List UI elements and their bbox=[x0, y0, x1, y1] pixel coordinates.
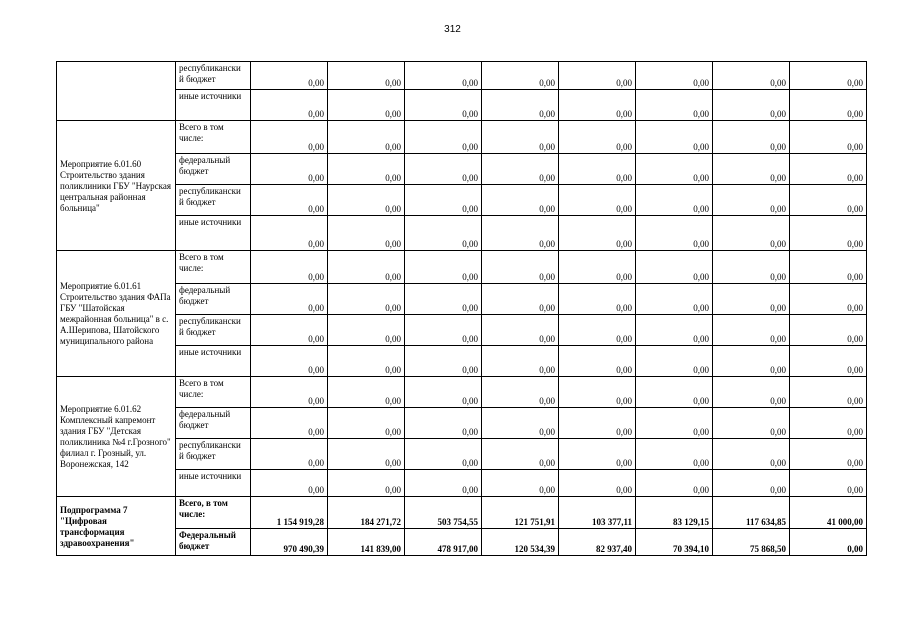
amount-cell: 0,00 bbox=[790, 408, 867, 439]
amount-cell: 0,00 bbox=[251, 251, 328, 284]
amount-cell: 0,00 bbox=[790, 251, 867, 284]
amount-cell: 0,00 bbox=[328, 216, 405, 251]
page-number: 312 bbox=[444, 24, 461, 35]
amount-cell: 0,00 bbox=[636, 185, 713, 216]
amount-cell: 0,00 bbox=[328, 90, 405, 121]
amount-cell: 0,00 bbox=[713, 154, 790, 185]
amount-cell: 0,00 bbox=[482, 377, 559, 408]
empty-name-cell bbox=[57, 62, 176, 121]
amount-cell: 0,00 bbox=[328, 185, 405, 216]
amount-cell: 0,00 bbox=[790, 216, 867, 251]
amount-cell: 0,00 bbox=[713, 185, 790, 216]
amount-cell: 0,00 bbox=[251, 90, 328, 121]
table-row bbox=[57, 439, 867, 470]
amount-cell: 0,00 bbox=[405, 408, 482, 439]
amount-cell: 141 839,00 bbox=[328, 529, 405, 556]
amount-cell: 1 154 919,28 bbox=[251, 497, 328, 529]
amount-cell: 0,00 bbox=[713, 408, 790, 439]
table-row bbox=[57, 315, 867, 346]
amount-cell: 0,00 bbox=[636, 90, 713, 121]
amount-cell: 0,00 bbox=[790, 346, 867, 377]
amount-cell: 0,00 bbox=[713, 251, 790, 284]
amount-cell: 117 634,85 bbox=[713, 497, 790, 529]
amount-cell: 0,00 bbox=[482, 346, 559, 377]
table-row bbox=[57, 284, 867, 315]
funding-source-cell: федеральный бюджет bbox=[176, 154, 251, 185]
amount-cell: 0,00 bbox=[482, 315, 559, 346]
table-row bbox=[57, 470, 867, 497]
amount-cell: 0,00 bbox=[328, 408, 405, 439]
amount-cell: 0,00 bbox=[251, 185, 328, 216]
amount-cell: 0,00 bbox=[405, 216, 482, 251]
table-row bbox=[57, 377, 867, 408]
amount-cell: 0,00 bbox=[405, 154, 482, 185]
amount-cell: 478 917,00 bbox=[405, 529, 482, 556]
amount-cell: 0,00 bbox=[482, 216, 559, 251]
amount-cell: 0,00 bbox=[559, 121, 636, 154]
amount-cell: 103 377,11 bbox=[559, 497, 636, 529]
amount-cell: 0,00 bbox=[559, 216, 636, 251]
amount-cell: 0,00 bbox=[713, 284, 790, 315]
amount-cell: 503 754,55 bbox=[405, 497, 482, 529]
measure-name-cell: Подпрограмма 7 "Цифровая трансформация здравоохранения" bbox=[57, 497, 176, 556]
funding-source-cell: федеральный бюджет bbox=[176, 408, 251, 439]
amount-cell: 0,00 bbox=[713, 439, 790, 470]
amount-cell: 0,00 bbox=[482, 90, 559, 121]
amount-cell: 0,00 bbox=[713, 62, 790, 90]
amount-cell: 0,00 bbox=[405, 251, 482, 284]
funding-source-cell: Всего в том числе: bbox=[176, 251, 251, 284]
amount-cell: 0,00 bbox=[559, 470, 636, 497]
amount-cell: 0,00 bbox=[713, 216, 790, 251]
amount-cell: 0,00 bbox=[790, 90, 867, 121]
amount-cell: 0,00 bbox=[713, 90, 790, 121]
amount-cell: 0,00 bbox=[559, 346, 636, 377]
funding-source-cell: Всего в том числе: bbox=[176, 121, 251, 154]
amount-cell: 184 271,72 bbox=[328, 497, 405, 529]
amount-cell: 0,00 bbox=[405, 62, 482, 90]
amount-cell: 0,00 bbox=[790, 62, 867, 90]
amount-cell: 0,00 bbox=[328, 470, 405, 497]
amount-cell: 0,00 bbox=[636, 408, 713, 439]
amount-cell: 0,00 bbox=[713, 346, 790, 377]
funding-source-cell: иные источники bbox=[176, 216, 251, 251]
amount-cell: 0,00 bbox=[559, 439, 636, 470]
funding-source-cell: Всего, в том числе: bbox=[176, 497, 251, 529]
amount-cell: 0,00 bbox=[405, 439, 482, 470]
amount-cell: 0,00 bbox=[328, 154, 405, 185]
table-row bbox=[57, 121, 867, 154]
amount-cell: 0,00 bbox=[559, 154, 636, 185]
amount-cell: 0,00 bbox=[482, 470, 559, 497]
measure-name-cell: Мероприятие 6.01.60 Строительство здания поликлиники ГБУ "Наурская центральная районная больница" bbox=[57, 121, 176, 251]
amount-cell: 0,00 bbox=[405, 346, 482, 377]
table-row bbox=[57, 185, 867, 216]
amount-cell: 0,00 bbox=[405, 470, 482, 497]
amount-cell: 0,00 bbox=[251, 216, 328, 251]
amount-cell: 0,00 bbox=[405, 377, 482, 408]
table-row bbox=[57, 497, 867, 529]
funding-source-cell: иные источники bbox=[176, 346, 251, 377]
amount-cell: 0,00 bbox=[251, 121, 328, 154]
table-row bbox=[57, 62, 867, 90]
funding-source-cell: федеральный бюджет bbox=[176, 284, 251, 315]
amount-cell: 0,00 bbox=[251, 284, 328, 315]
amount-cell: 0,00 bbox=[405, 90, 482, 121]
amount-cell: 0,00 bbox=[482, 185, 559, 216]
amount-cell: 0,00 bbox=[559, 284, 636, 315]
amount-cell: 0,00 bbox=[790, 315, 867, 346]
measure-name-cell: Мероприятие 6.01.62 Комплексный капремонт здания ГБУ "Детская поликлиника №4 г.Грозного" филиал г. Грозный, ул. Воронежская, 142 bbox=[57, 377, 176, 497]
amount-cell: 0,00 bbox=[328, 62, 405, 90]
amount-cell: 0,00 bbox=[482, 439, 559, 470]
amount-cell: 0,00 bbox=[482, 408, 559, 439]
amount-cell: 0,00 bbox=[328, 251, 405, 284]
amount-cell: 0,00 bbox=[405, 185, 482, 216]
amount-cell: 0,00 bbox=[328, 121, 405, 154]
amount-cell: 0,00 bbox=[482, 154, 559, 185]
amount-cell: 0,00 bbox=[636, 377, 713, 408]
amount-cell: 0,00 bbox=[636, 154, 713, 185]
amount-cell: 0,00 bbox=[251, 470, 328, 497]
funding-source-cell: республикански й бюджет bbox=[176, 185, 251, 216]
amount-cell: 121 751,91 bbox=[482, 497, 559, 529]
table-row bbox=[57, 408, 867, 439]
amount-cell: 75 868,50 bbox=[713, 529, 790, 556]
amount-cell: 0,00 bbox=[790, 377, 867, 408]
amount-cell: 0,00 bbox=[251, 154, 328, 185]
amount-cell: 0,00 bbox=[790, 185, 867, 216]
amount-cell: 0,00 bbox=[328, 439, 405, 470]
amount-cell: 83 129,15 bbox=[636, 497, 713, 529]
amount-cell: 0,00 bbox=[251, 439, 328, 470]
amount-cell: 0,00 bbox=[790, 284, 867, 315]
funding-source-cell: республикански й бюджет bbox=[176, 439, 251, 470]
funding-source-cell: иные источники bbox=[176, 470, 251, 497]
amount-cell: 0,00 bbox=[559, 185, 636, 216]
amount-cell: 0,00 bbox=[251, 346, 328, 377]
amount-cell: 0,00 bbox=[790, 154, 867, 185]
amount-cell: 0,00 bbox=[790, 529, 867, 556]
amount-cell: 0,00 bbox=[559, 251, 636, 284]
table-row bbox=[57, 346, 867, 377]
amount-cell: 0,00 bbox=[559, 377, 636, 408]
amount-cell: 0,00 bbox=[559, 90, 636, 121]
amount-cell: 0,00 bbox=[251, 62, 328, 90]
amount-cell: 0,00 bbox=[328, 284, 405, 315]
amount-cell: 0,00 bbox=[636, 284, 713, 315]
amount-cell: 0,00 bbox=[559, 315, 636, 346]
funding-source-cell: республикански й бюджет bbox=[176, 62, 251, 90]
amount-cell: 41 000,00 bbox=[790, 497, 867, 529]
funding-source-cell: иные источники bbox=[176, 90, 251, 121]
amount-cell: 0,00 bbox=[636, 315, 713, 346]
amount-cell: 0,00 bbox=[328, 315, 405, 346]
amount-cell: 0,00 bbox=[482, 284, 559, 315]
amount-cell: 0,00 bbox=[713, 377, 790, 408]
amount-cell: 0,00 bbox=[636, 62, 713, 90]
amount-cell: 70 394,10 bbox=[636, 529, 713, 556]
table-row bbox=[57, 251, 867, 284]
amount-cell: 0,00 bbox=[790, 470, 867, 497]
amount-cell: 0,00 bbox=[713, 470, 790, 497]
amount-cell: 0,00 bbox=[251, 377, 328, 408]
amount-cell: 970 490,39 bbox=[251, 529, 328, 556]
table-row bbox=[57, 90, 867, 121]
amount-cell: 0,00 bbox=[713, 121, 790, 154]
amount-cell: 0,00 bbox=[482, 121, 559, 154]
amount-cell: 0,00 bbox=[251, 315, 328, 346]
amount-cell: 0,00 bbox=[636, 121, 713, 154]
table-row bbox=[57, 529, 867, 556]
amount-cell: 0,00 bbox=[790, 121, 867, 154]
amount-cell: 0,00 bbox=[328, 346, 405, 377]
amount-cell: 0,00 bbox=[405, 315, 482, 346]
amount-cell: 0,00 bbox=[636, 346, 713, 377]
amount-cell: 0,00 bbox=[482, 251, 559, 284]
amount-cell: 0,00 bbox=[713, 315, 790, 346]
amount-cell: 82 937,40 bbox=[559, 529, 636, 556]
funding-source-cell: республикански й бюджет bbox=[176, 315, 251, 346]
amount-cell: 0,00 bbox=[636, 470, 713, 497]
measure-name-cell: Мероприятие 6.01.61 Строительство здания ФАПа ГБУ "Шатойская межрайонная больница" в с. А.Шерипова, Шатойского муниципального района bbox=[57, 251, 176, 377]
amount-cell: 0,00 bbox=[636, 251, 713, 284]
table-row bbox=[57, 154, 867, 185]
funding-source-cell: Всего в том числе: bbox=[176, 377, 251, 408]
amount-cell: 0,00 bbox=[559, 408, 636, 439]
budget-table bbox=[56, 61, 867, 556]
amount-cell: 0,00 bbox=[636, 439, 713, 470]
amount-cell: 0,00 bbox=[328, 377, 405, 408]
funding-source-cell: Федеральный бюджет bbox=[176, 529, 251, 556]
amount-cell: 120 534,39 bbox=[482, 529, 559, 556]
amount-cell: 0,00 bbox=[405, 284, 482, 315]
amount-cell: 0,00 bbox=[405, 121, 482, 154]
amount-cell: 0,00 bbox=[251, 408, 328, 439]
amount-cell: 0,00 bbox=[790, 439, 867, 470]
amount-cell: 0,00 bbox=[559, 62, 636, 90]
amount-cell: 0,00 bbox=[482, 62, 559, 90]
amount-cell: 0,00 bbox=[636, 216, 713, 251]
table-row bbox=[57, 216, 867, 251]
